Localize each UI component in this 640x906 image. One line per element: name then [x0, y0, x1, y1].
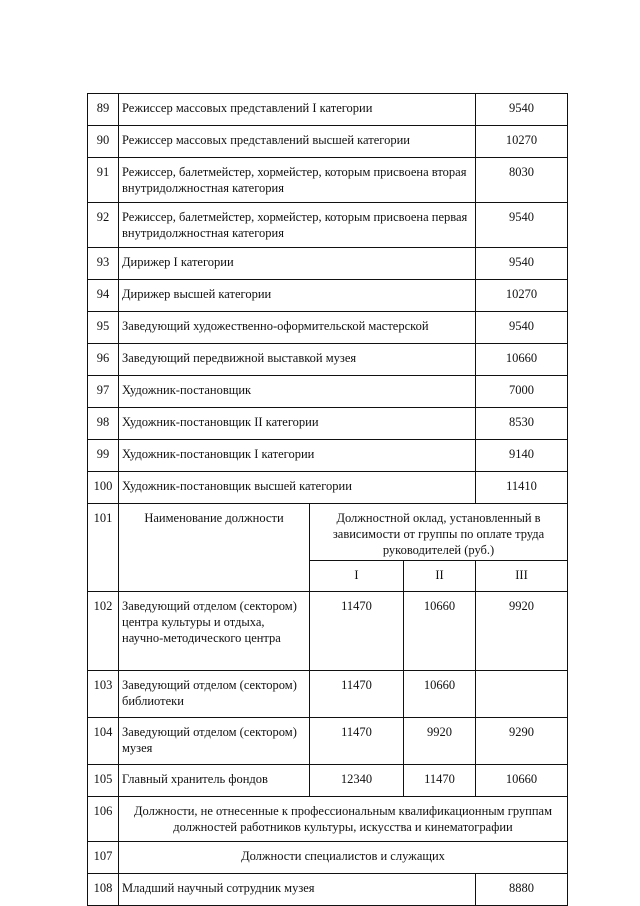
- group-header-row: [88, 504, 568, 561]
- salary-value: 9540: [476, 312, 568, 344]
- position-name: Заведующий художественно-оформительской мастерской: [119, 312, 476, 344]
- row-number: 92: [88, 203, 119, 248]
- position-name: Режиссер, балетмейстер, хормейстер, которым присвоена вторая внутридолжностная категория: [119, 158, 476, 203]
- salary-value: 9540: [476, 203, 568, 248]
- salary-group-1: 12340: [310, 765, 404, 797]
- table-row: [88, 312, 568, 344]
- salary-group-3: 9920: [476, 592, 568, 671]
- salary-value: 10270: [476, 126, 568, 158]
- position-name: Художник-постановщик высшей категории: [119, 472, 476, 504]
- table-row: [88, 280, 568, 312]
- position-name: Режиссер массовых представлений I категории: [119, 94, 476, 126]
- salary-value: 9540: [476, 248, 568, 280]
- row-number: 102: [88, 592, 119, 671]
- salary-group-2: 9920: [404, 718, 476, 765]
- salary-value: 8030: [476, 158, 568, 203]
- position-name: Художник-постановщик I категории: [119, 440, 476, 472]
- table-row: [88, 671, 568, 718]
- salary-value: 11410: [476, 472, 568, 504]
- position-name: Дирижер высшей категории: [119, 280, 476, 312]
- row-number: 95: [88, 312, 119, 344]
- salary-group-2: 10660: [404, 592, 476, 671]
- row-number: 100: [88, 472, 119, 504]
- table-row: [88, 440, 568, 472]
- salary-group-3: [476, 671, 568, 718]
- salary-value: 9140: [476, 440, 568, 472]
- salary-group-2: 11470: [404, 765, 476, 797]
- table-row: [88, 344, 568, 376]
- group-label-2: II: [404, 561, 476, 592]
- table-row: [88, 408, 568, 440]
- salary-group-1: 11470: [310, 718, 404, 765]
- table-row: [88, 592, 568, 671]
- position-name: Заведующий передвижной выставкой музея: [119, 344, 476, 376]
- section-row: [88, 842, 568, 874]
- row-number: 93: [88, 248, 119, 280]
- row-number: 91: [88, 158, 119, 203]
- table-row: [88, 718, 568, 765]
- position-name: Заведующий отделом (сектором) библиотеки: [119, 671, 310, 718]
- row-number: 104: [88, 718, 119, 765]
- table-row: [88, 203, 568, 248]
- salary-group-1: 11470: [310, 671, 404, 718]
- salary-value: 8530: [476, 408, 568, 440]
- table-row: [88, 126, 568, 158]
- salary-group-2: 10660: [404, 671, 476, 718]
- section-title: Должности специалистов и служащих: [119, 842, 568, 874]
- row-number: 103: [88, 671, 119, 718]
- salary-group-3: 10660: [476, 765, 568, 797]
- salary-column-header: Должностной оклад, установленный в зависимости от группы по оплате труда руководителей (руб.): [310, 504, 568, 561]
- name-column-header: Наименование должности: [119, 504, 310, 592]
- position-name: Дирижер I категории: [119, 248, 476, 280]
- section-row: [88, 797, 568, 842]
- row-number: 98: [88, 408, 119, 440]
- row-number: 105: [88, 765, 119, 797]
- table-row: [88, 248, 568, 280]
- salary-group-3: 9290: [476, 718, 568, 765]
- group-label-3: III: [476, 561, 568, 592]
- row-number: 99: [88, 440, 119, 472]
- position-name: Главный хранитель фондов: [119, 765, 310, 797]
- table-row: [88, 94, 568, 126]
- salary-value: 9540: [476, 94, 568, 126]
- row-number: 89: [88, 94, 119, 126]
- position-name: Художник-постановщик: [119, 376, 476, 408]
- row-number: 96: [88, 344, 119, 376]
- table-row: [88, 158, 568, 203]
- table-row: [88, 376, 568, 408]
- row-number: 97: [88, 376, 119, 408]
- position-name: Режиссер, балетмейстер, хормейстер, которым присвоена первая внутридолжностная категория: [119, 203, 476, 248]
- row-number: 90: [88, 126, 119, 158]
- row-number: 107: [88, 842, 119, 874]
- position-name: Художник-постановщик II категории: [119, 408, 476, 440]
- position-name: Заведующий отделом (сектором) музея: [119, 718, 310, 765]
- salary-group-1: 11470: [310, 592, 404, 671]
- position-name: Младший научный сотрудник музея: [119, 874, 476, 906]
- row-number: 108: [88, 874, 119, 906]
- table-row: [88, 472, 568, 504]
- row-number: 101: [88, 504, 119, 592]
- group-label-1: I: [310, 561, 404, 592]
- row-number: 94: [88, 280, 119, 312]
- table-row: [88, 765, 568, 797]
- position-name: Заведующий отделом (сектором) центра культуры и отдыха, научно-методического центра: [119, 592, 310, 671]
- salary-table: [87, 93, 568, 906]
- salary-value: 8880: [476, 874, 568, 906]
- position-name: Режиссер массовых представлений высшей категории: [119, 126, 476, 158]
- salary-value: 7000: [476, 376, 568, 408]
- salary-value: 10270: [476, 280, 568, 312]
- row-number: 106: [88, 797, 119, 842]
- salary-value: 10660: [476, 344, 568, 376]
- table-row: [88, 874, 568, 906]
- section-title: Должности, не отнесенные к профессиональным квалификационным группам должностей работников культуры, искусства и кинематографии: [119, 797, 568, 842]
